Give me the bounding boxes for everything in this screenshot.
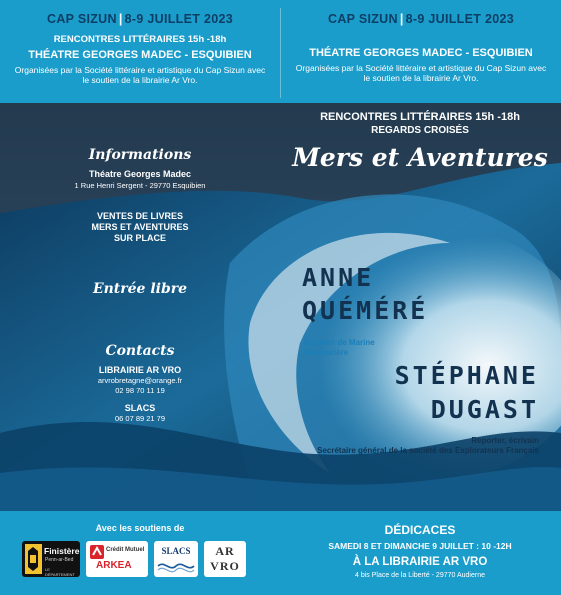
credit-mutuel-name: Crédit Mutuel xyxy=(106,547,145,553)
ar-vro-logo xyxy=(204,541,246,577)
ar-vro-top: AR xyxy=(215,544,235,558)
arkea-name: ARKEA xyxy=(96,560,132,571)
contact-bookshop-phone: 02 98 70 11 19 xyxy=(115,386,165,395)
org-name: CAP SIZUN xyxy=(47,12,117,26)
slacs-logo xyxy=(154,541,198,577)
footer-band xyxy=(0,511,561,595)
finistere-breton-name: Penn-ar-Bed xyxy=(45,557,74,563)
contact-bookshop-name: LIBRAIRIE AR VRO xyxy=(98,365,182,375)
event-subtitle: REGARDS CROISÉS xyxy=(371,125,469,136)
header-band xyxy=(0,0,561,103)
header-right-organizers: Organisées par la Société littéraire et artistique du Cap Sizun avec le soutien de la librairie Ar Vro. xyxy=(295,63,547,83)
contact-slacs-name: SLACS xyxy=(124,403,156,413)
info-address: 1 Rue Henri Sergent - 29770 Esquibien xyxy=(74,181,206,190)
dedicaces-dates: SAMEDI 8 ET DIMANCHE 9 JUILLET : 10 -12H xyxy=(328,541,512,551)
info-venue: Théatre Georges Madec xyxy=(88,169,192,179)
finistere-dept-label: LE DÉPARTEMENT xyxy=(45,567,75,577)
header-right-column xyxy=(281,0,561,83)
dedicaces-title: DÉDICACES xyxy=(384,523,456,537)
header-left-column xyxy=(0,0,280,85)
author-2-first-name: STÉPHANE xyxy=(394,361,539,390)
author-2-role: Reporter, écrivain Secrétaire général de la société des Explorateurs Français xyxy=(317,436,539,455)
header-left-venue: THÉATRE GEORGES MADEC - ESQUIBIEN xyxy=(28,49,252,61)
contacts-title: Contacts xyxy=(105,343,175,359)
header-left-kicker xyxy=(0,12,280,26)
slacs-name: SLACS xyxy=(161,546,191,556)
event-dates: 8-9 JUILLET 2023 xyxy=(405,12,514,26)
author-2-last-name: DUGAST xyxy=(430,395,539,424)
event-meetings-line: RENCONTRES LITTÉRAIRES 15h -18h xyxy=(320,111,520,123)
info-title: Informations xyxy=(88,147,192,163)
author-1-last-name: QUÉMÉRÉ xyxy=(302,296,429,325)
dedicaces-address: 4 bis Place de la Liberté - 29770 Audierne xyxy=(355,572,485,579)
event-title: Mers et Aventures xyxy=(292,143,548,172)
info-free-entry: Entrée libre xyxy=(92,281,188,297)
kicker-separator: | xyxy=(118,12,123,26)
event-dates: 8-9 JUILLET 2023 xyxy=(124,12,233,26)
header-left-meetings: RENCONTRES LITTÉRAIRES 15h -18h xyxy=(53,34,227,45)
support-label: Avec les soutiens de xyxy=(95,523,185,533)
contact-slacs-phone: 06 07 89 21 79 xyxy=(114,414,166,423)
header-right-kicker xyxy=(281,12,561,26)
author-1-first-name: ANNE xyxy=(302,263,375,292)
wave-hero xyxy=(0,103,561,511)
contact-bookshop-email[interactable]: arvrobretagne@orange.fr xyxy=(97,376,183,385)
author-1-role: Écrivain de Marine Aventurière xyxy=(304,338,375,357)
info-book-sales: VENTES DE LIVRES MERS ET AVENTURES SUR PLACE xyxy=(91,211,189,243)
finistere-logo xyxy=(22,541,80,577)
ar-vro-bottom: VRO xyxy=(210,559,240,573)
slacs-waves-icon xyxy=(154,558,198,574)
org-name: CAP SIZUN xyxy=(328,12,398,26)
finistere-name: Finistère xyxy=(44,546,80,556)
kicker-separator: | xyxy=(399,12,404,26)
credit-mutuel-mark-icon xyxy=(89,544,105,560)
credit-mutuel-arkea-logo xyxy=(86,541,148,577)
header-right-venue: THÉATRE GEORGES MADEC - ESQUIBIEN xyxy=(309,47,533,59)
header-left-organizers: Organisées par la Société littéraire et artistique du Cap Sizun avec le soutien de la librairie Ar Vro. xyxy=(14,65,266,85)
dedicaces-venue: À LA LIBRAIRIE AR VRO xyxy=(352,556,488,568)
